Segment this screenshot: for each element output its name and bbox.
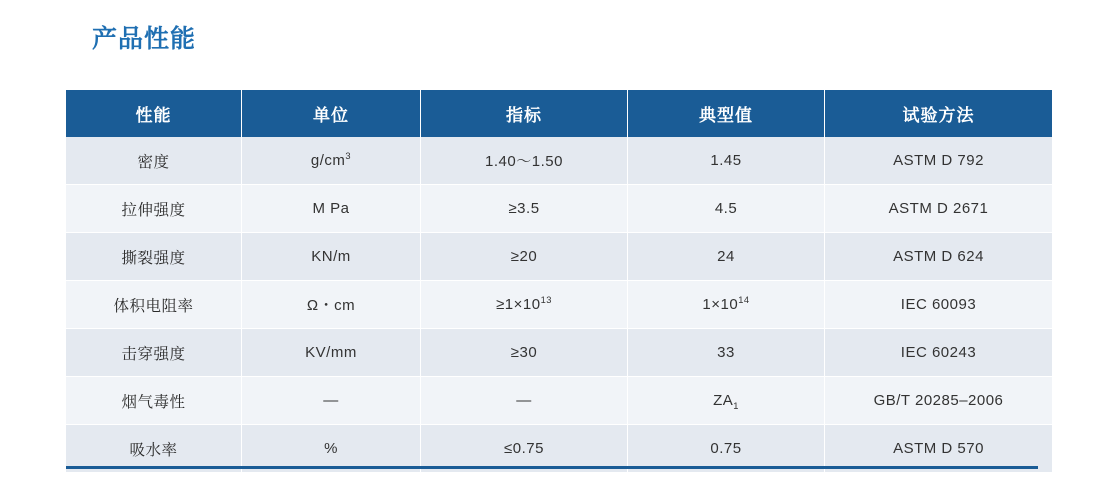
cell-spec: ≥20 <box>421 233 628 281</box>
cell-unit <box>242 137 421 185</box>
cell-typical <box>628 377 825 425</box>
cell-spec-text: ≥1×10 <box>496 296 541 313</box>
cell-unit: % <box>242 425 421 473</box>
cell-method: IEC 60093 <box>825 281 1053 329</box>
cell-unit: KN/m <box>242 233 421 281</box>
table-row <box>66 329 1052 377</box>
cell-method: ASTM D 570 <box>825 425 1053 473</box>
cell-typical: 1.45 <box>628 137 825 185</box>
cell-property: 吸水率 <box>66 425 242 473</box>
table-row <box>66 377 1052 425</box>
cell-typical-sup: 14 <box>738 295 750 305</box>
cell-property: 烟气毒性 <box>66 377 242 425</box>
cell-typical-text: 1×10 <box>702 296 739 313</box>
table-header <box>66 90 1052 137</box>
cell-unit-text: g/cm <box>310 152 346 169</box>
column-header-method: 试验方法 <box>825 90 1053 137</box>
table-header-row <box>66 90 1052 137</box>
table-row <box>66 233 1052 281</box>
cell-property: 撕裂强度 <box>66 233 242 281</box>
cell-spec: ≤0.75 <box>421 425 628 473</box>
cell-method: ASTM D 2671 <box>825 185 1053 233</box>
column-header-property: 性能 <box>66 90 242 137</box>
page-title: 产品性能 <box>92 25 197 53</box>
cell-typical: 24 <box>628 233 825 281</box>
cell-typical <box>628 281 825 329</box>
table-row <box>66 137 1052 185</box>
cell-unit: — <box>242 377 421 425</box>
performance-table <box>66 90 1052 473</box>
cell-method: IEC 60243 <box>825 329 1053 377</box>
cell-typical-sub: 1 <box>733 401 739 411</box>
table-row <box>66 281 1052 329</box>
table-row <box>66 185 1052 233</box>
cell-unit: Ω・cm <box>242 281 421 329</box>
cell-spec: — <box>421 377 628 425</box>
cell-spec: ≥3.5 <box>421 185 628 233</box>
cell-property: 击穿强度 <box>66 329 242 377</box>
cell-spec-sup: 13 <box>540 295 552 305</box>
table-body <box>66 137 1052 473</box>
cell-unit: KV/mm <box>242 329 421 377</box>
cell-property: 体积电阻率 <box>66 281 242 329</box>
column-header-unit: 单位 <box>242 90 421 137</box>
bottom-divider <box>66 466 1038 469</box>
cell-typical: 4.5 <box>628 185 825 233</box>
cell-method: GB/T 20285–2006 <box>825 377 1053 425</box>
cell-typical-text: ZA <box>713 392 734 409</box>
cell-property: 密度 <box>66 137 242 185</box>
cell-unit-sup: 3 <box>345 151 352 161</box>
cell-unit: M Pa <box>242 185 421 233</box>
column-header-typical: 典型值 <box>628 90 825 137</box>
cell-spec <box>421 281 628 329</box>
cell-method: ASTM D 792 <box>825 137 1053 185</box>
cell-typical: 33 <box>628 329 825 377</box>
column-header-spec: 指标 <box>421 90 628 137</box>
performance-table-wrapper <box>66 90 1038 473</box>
cell-property: 拉伸强度 <box>66 185 242 233</box>
cell-method: ASTM D 624 <box>825 233 1053 281</box>
cell-spec: 1.40～1.50 <box>421 137 628 185</box>
cell-typical: 0.75 <box>628 425 825 473</box>
cell-spec: ≥30 <box>421 329 628 377</box>
